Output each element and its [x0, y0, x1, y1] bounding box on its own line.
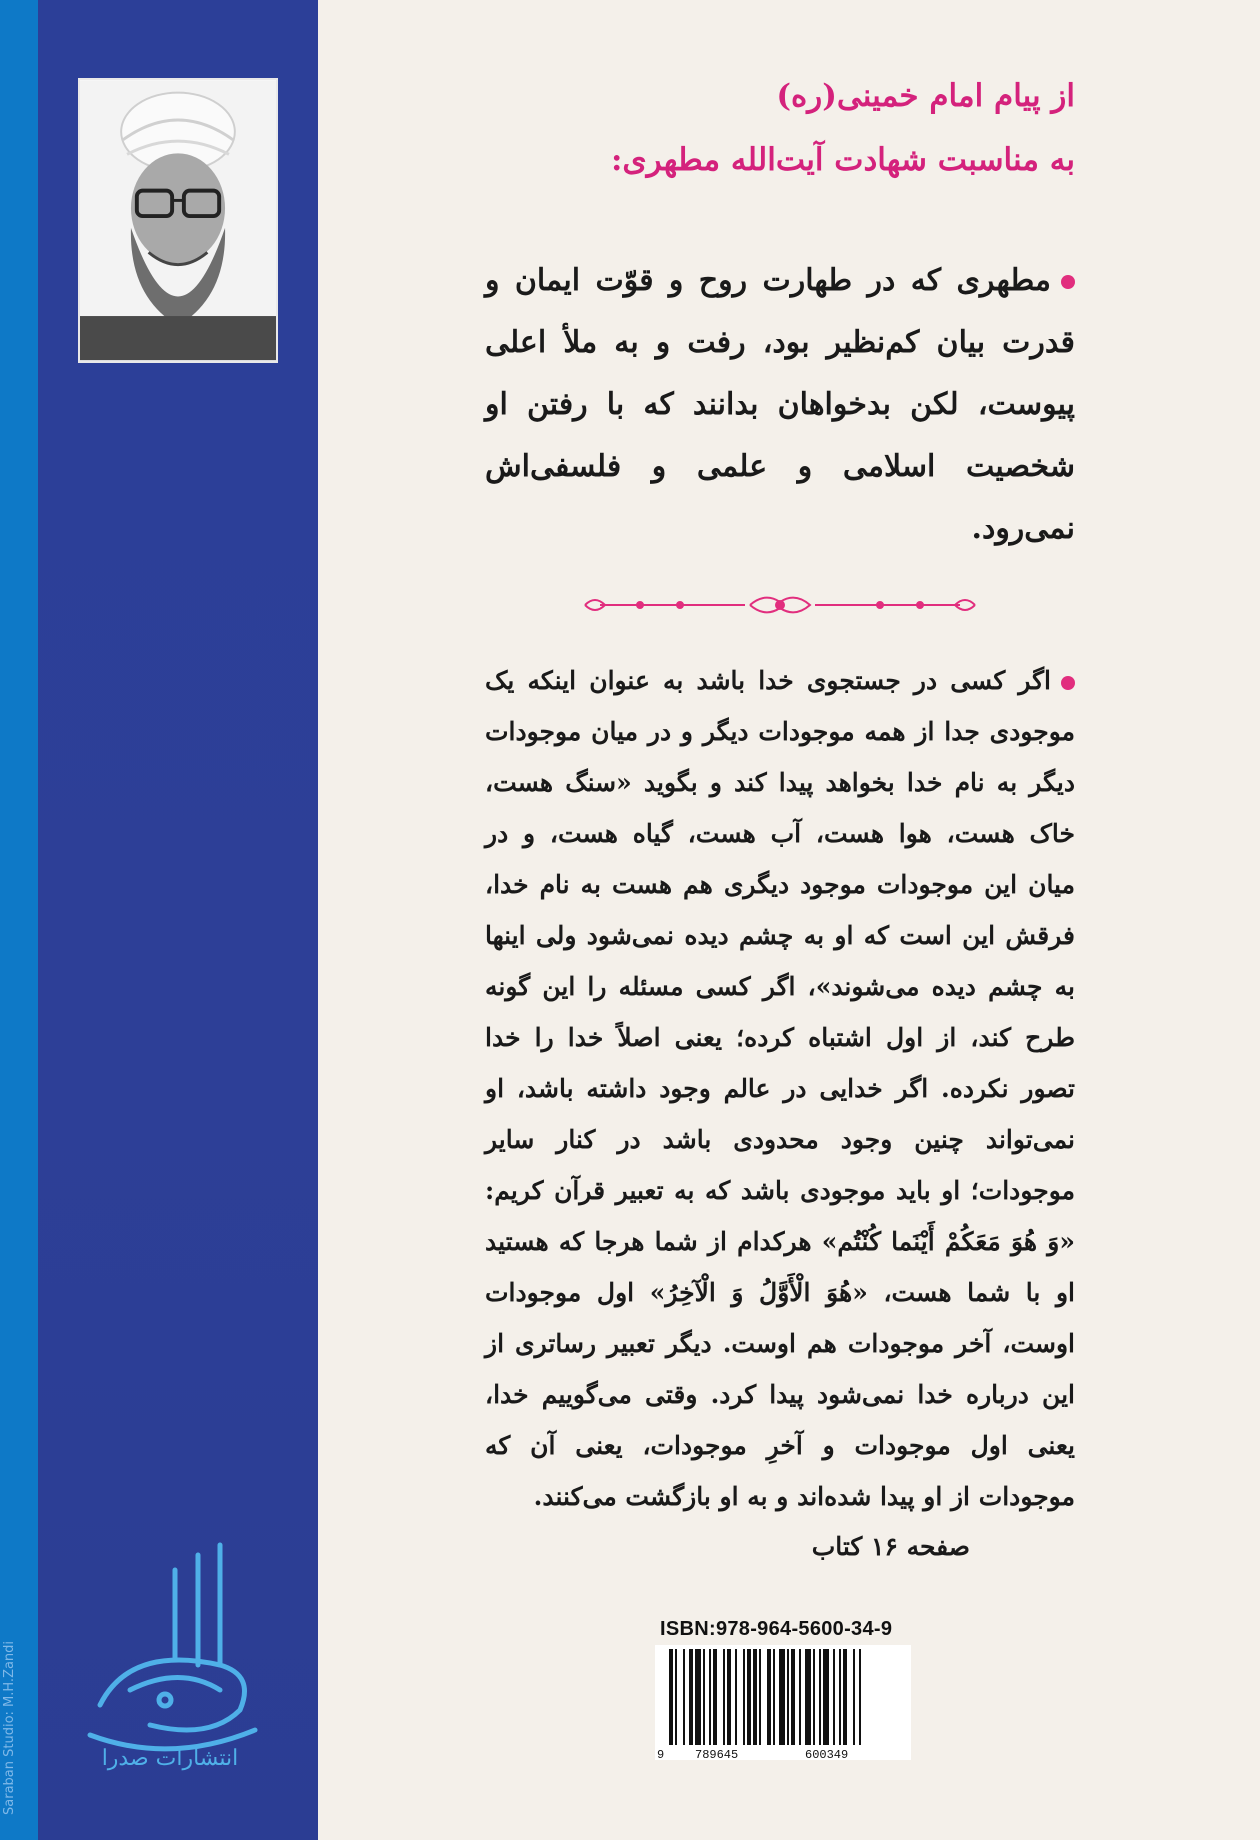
quote-motahhari: [485, 655, 1075, 1522]
svg-text:انتشارات صدرا: انتشارات صدرا: [101, 1746, 239, 1771]
barcode-digits: [655, 1748, 911, 1766]
quote-khomeini-text: مطهری که در طهارت روح و قوّت ایمان و قدرت بیان کم‌نظیر بود، رفت و به ملأ اعلی پیوست، لکن بدخواهان بدانند که با رفتن او شخصیت اسلامی و علمی و فلسفی‌اش نمی‌رود.: [485, 263, 1075, 546]
barcode: [655, 1645, 911, 1760]
heading-line-1: از پیام امام خمینی(ره): [776, 78, 1075, 114]
bullet-dot-icon: [1061, 275, 1075, 289]
barcode-digit-lead: 9: [657, 1748, 665, 1762]
ornamental-divider-icon: [580, 590, 980, 620]
barcode-digits-right: 600349: [805, 1748, 849, 1762]
quote-motahhari-text: اگر کسی در جستجوی خدا باشد به عنوان اینکه یک موجودی جدا از همه موجودات دیگر و در میان موجودات دیگر به نام خدا بخواهد پیدا کند و بگوید «سنگ هست، خاک هست، هوا هست، آب هست، گیاه هست، و در میان این موجودات موجود دیگری هم هست به نام خدا، فرقش این است که او به چشم دیده نمی‌شود ولی اینها به چشم دیده می‌شوند»، اگر کسی مسئله را این گونه طرح کند، از اول اشتباه کرده؛ یعنی اصلاً خدا را خدا تصور نکرده. اگر خدایی در عالم وجود داشته باشد، او نمی‌تواند چنین وجود محدودی باشد در کنار سایر موجودات؛ او باید موجودی باشد که به تعبیر قرآن کریم: «وَ هُوَ مَعَکُمْ أَیْنَما کُنْتُم» هرکدام از شما هرجا که هستید او با شما هست، «هُوَ الْأَوَّلُ وَ الْآخِرُ» اول موجودات اوست، آخر موجودات هم اوست. دیگر تعبیر رساتری از این درباره خدا نمی‌شود پیدا کرد. وقتی می‌گوییم خدا، یعنی اول موجودات و آخرِ موجودات، یعنی آن که موجودات از او پیدا شده‌اند و به او بازگشت می‌کنند.: [485, 666, 1075, 1511]
publisher-logo: [70, 1525, 270, 1775]
back-cover-content: [330, 0, 1260, 1840]
barcode-digits-left: 789645: [695, 1748, 739, 1762]
author-portrait: [78, 78, 278, 363]
studio-credit: Saraban Studio: M.H.Zandi: [2, 1640, 17, 1815]
isbn-label: ISBN:978-964-5600-34-9: [660, 1618, 893, 1640]
bullet-dot-icon: [1061, 676, 1075, 690]
quote-khomeini: [485, 250, 1075, 560]
page-reference: صفحه ۱۶ کتاب: [811, 1532, 970, 1561]
heading-line-2: به مناسبت شهادت آیت‌الله مطهری:: [610, 142, 1075, 178]
